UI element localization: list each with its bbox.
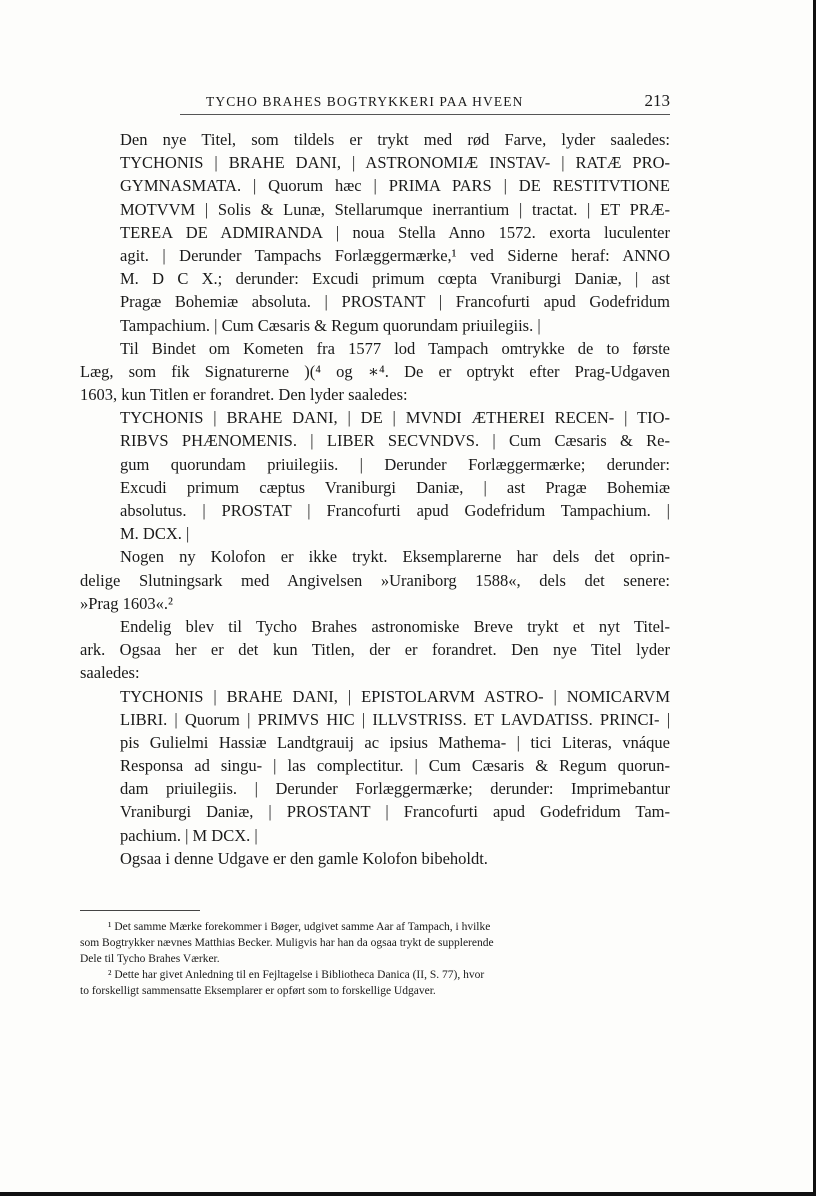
body-text — [80, 128, 670, 999]
title-transcription-line: TYCHONIS | BRAHE DANI, | EPISTOLARVM ASTRO- | NOMICARVM — [120, 686, 670, 706]
footnote-gap — [80, 870, 670, 910]
footnote-line: som Bogtrykker nævnes Matthias Becker. Muligvis har han da ogsaa trykt de supplerende — [80, 937, 494, 949]
text-line: delige Slutningsark med Angivelsen »Uraniborg 1588«, dels det senere: — [80, 570, 670, 590]
running-header — [80, 91, 670, 118]
text-line: Endelig blev til Tycho Brahes astronomiske Breve trykt et nyt Titel- — [120, 616, 670, 636]
title-transcription-line: Vraniburgi Daniæ, | PROSTANT | Francofurti apud Godefridum Tam- — [120, 802, 670, 822]
running-title: TYCHO BRAHES BOGTRYKKERI PAA HVEEN — [206, 94, 524, 109]
footnote-line: Dele til Tycho Brahes Værker. — [80, 953, 220, 965]
title-transcription-line: RIBVS PHÆNOMENIS. | LIBER SECVNDVS. | Cum Cæsaris & Re- — [120, 431, 670, 451]
title-transcription-line: dam priuilegiis. | Derunder Forlæggermærke; derunder: Imprimebantur — [120, 779, 670, 799]
title-transcription-line: gum quorundam priuilegiis. | Derunder Forlæggermærke; derunder: — [120, 454, 670, 474]
title-transcription-line: GYMNASMATA. | Quorum hæc | PRIMA PARS | DE RESTITVTIONE — [120, 176, 670, 196]
title-transcription-line: Pragæ Bohemiæ absoluta. | PROSTANT | Francofurti apud Godefridum — [120, 292, 670, 312]
title-transcription-line: absolutus. | PROSTAT | Francofurti apud Godefridum Tampachium. | — [120, 501, 670, 520]
text-line: saaledes: — [80, 663, 140, 683]
title-transcription-line: LIBRI. | Quorum | PRIMVS HIC | ILLVSTRISS. ET LAVDATISS. PRINCI- | — [120, 709, 670, 729]
title-transcription-line: pis Gulielmi Hassiæ Landtgrauij ac ipsius Mathema- | tici Literas, vnáque — [120, 732, 670, 752]
title-transcription-line: TYCHONIS | BRAHE DANI, | ASTRONOMIÆ INSTAV- | RATÆ PRO- — [120, 153, 670, 173]
footnote-line: to forskelligt sammensatte Eksemplarer er opført som to forskellige Udgaver. — [80, 985, 436, 997]
title-transcription-line: agit. | Derunder Tampachs Forlæggermærke,¹ ved Siderne heraf: ANNO — [120, 245, 670, 265]
title-transcription-line: pachium. | M DCX. | — [120, 825, 258, 845]
title-transcription-line: TEREA DE ADMIRANDA | noua Stella Anno 1572. exorta luculenter — [120, 222, 670, 242]
page-number: 213 — [644, 91, 670, 110]
text-line: Læg, som fik Signaturerne )(⁴ og ∗⁴. De er optrykt efter Prag-Udgaven — [80, 361, 670, 381]
title-transcription-line: Responsa ad singu- | las complectitur. | Cum Cæsaris & Regum quorun- — [120, 756, 670, 776]
text-line: Nogen ny Kolofon er ikke trykt. Eksemplarerne har dels det oprin- — [120, 547, 670, 567]
footnote-line: ¹ Det samme Mærke forekommer i Bøger, udgivet samme Aar af Tampach, i hvilke — [108, 921, 491, 933]
text-line: Ogsaa i denne Udgave er den gamle Kolofon bibeholdt. — [120, 848, 488, 868]
text-line: »Prag 1603«.² — [80, 593, 173, 613]
scan-edge-bottom — [0, 1192, 816, 1196]
text-line: Den nye Titel, som tildels er trykt med rød Farve, lyder saaledes: — [120, 130, 670, 149]
title-transcription-line: M. D C X.; derunder: Excudi primum cœpta Vraniburgi Daniæ, | ast — [120, 269, 670, 289]
title-transcription-line: M. DCX. | — [120, 524, 190, 544]
footnote-line: ² Dette har givet Anledning til en Fejltagelse i Bibliotheca Danica (II, S. 77), hvor — [108, 969, 485, 981]
text-line: Til Bindet om Kometen fra 1577 lod Tampach omtrykke de to første — [120, 338, 670, 358]
title-transcription-line: TYCHONIS | BRAHE DANI, | DE | MVNDI ÆTHEREI RECEN- | TIO- — [120, 408, 670, 428]
footnote-rule — [80, 910, 200, 911]
header-rule — [180, 114, 670, 115]
title-transcription-line: Excudi primum cæptus Vraniburgi Daniæ, | ast Pragæ Bohemiæ — [120, 477, 670, 497]
title-transcription-line: Tampachium. | Cum Cæsaris & Regum quorundam priuilegiis. | — [120, 315, 541, 335]
title-transcription-line: MOTVVM | Solis & Lunæ, Stellarumque inerrantium | tractat. | ET PRÆ- — [120, 199, 670, 219]
text-line: 1603, kun Titlen er forandret. Den lyder saaledes: — [80, 385, 408, 405]
text-line: ark. Ogsaa her er det kun Titlen, der er forandret. Den nye Titel lyder — [80, 640, 670, 660]
